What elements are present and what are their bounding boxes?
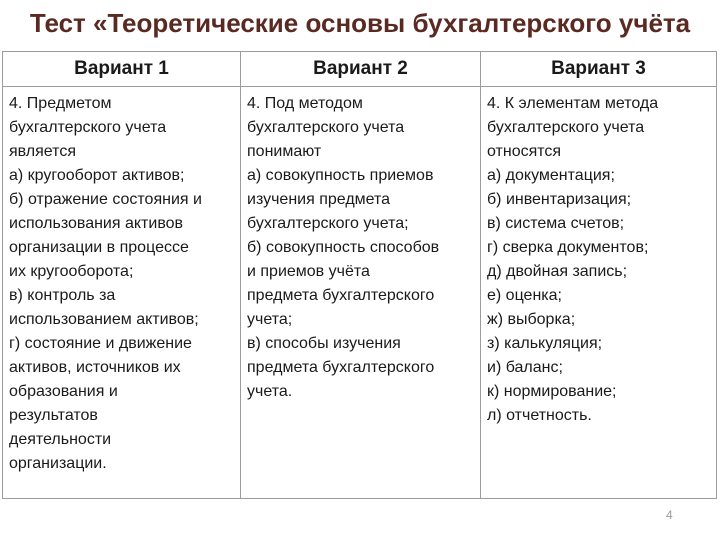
header-variant-2: Вариант 2 xyxy=(241,52,481,87)
variant-1-line: является xyxy=(9,143,76,160)
variant-3-line: з) калькуляция; xyxy=(487,335,603,352)
variant-3-line: г) сверка документов; xyxy=(487,239,649,256)
quiz-table xyxy=(2,51,717,499)
variant-1-line: организации. xyxy=(9,455,107,472)
variant-1-line: результатов xyxy=(9,407,98,424)
variant-1-line: г) состояние и движение xyxy=(9,335,192,352)
variant-3-line: и) баланс; xyxy=(487,359,563,376)
variant-2-line: в) способы изучения xyxy=(247,335,401,352)
variant-3-line: относятся xyxy=(487,143,562,160)
variant-1-line: а) кругооборот активов; xyxy=(9,167,185,184)
variant-3-line: 4. К элементам метода xyxy=(487,95,659,112)
variant-1-line: бухгалтерского учета xyxy=(9,119,167,136)
header-row xyxy=(3,52,717,87)
variant-1-line: в) контроль за xyxy=(9,287,116,304)
variant-2-line: а) совокупность приемов xyxy=(247,167,434,184)
variant-2-line: изучения предмета xyxy=(247,191,391,208)
variant-2-line: учета; xyxy=(247,311,293,328)
variant-1-line: деятельности xyxy=(9,431,112,448)
variant-2-line: предмета бухгалтерского xyxy=(247,287,435,304)
variant-1-line: использованием активов; xyxy=(9,311,199,328)
variant-3-line: к) нормирование; xyxy=(487,383,617,400)
variant-1-line: организации в процессе xyxy=(9,239,189,256)
variant-3-line: бухгалтерского учета xyxy=(487,119,645,136)
slide-title: Тест «Теоретические основы бухгалтерского учёта xyxy=(29,8,691,38)
variant-2-line: понимают xyxy=(247,143,322,160)
variant-2-line: предмета бухгалтерского xyxy=(247,359,435,376)
variant-3-line: б) инвентаризация; xyxy=(487,191,632,208)
variant-2-line: и приемов учёта xyxy=(247,263,370,280)
variant-3-line: ж) выборка; xyxy=(487,311,576,328)
content-row xyxy=(3,87,717,499)
variant-3-line: в) система счетов; xyxy=(487,215,625,232)
variant-1-line: использования активов xyxy=(9,215,184,232)
page-number: 4 xyxy=(666,508,673,522)
variant-2-line: 4. Под методом xyxy=(247,95,363,112)
header-variant-3: Вариант 3 xyxy=(481,52,717,87)
variant-3-line: д) двойная запись; xyxy=(487,263,628,280)
variant-3-line: а) документация; xyxy=(487,167,615,184)
variant-2-line: учета. xyxy=(247,383,293,400)
variant-3-line: л) отчетность. xyxy=(487,407,592,424)
header-variant-1: Вариант 1 xyxy=(3,52,241,87)
variant-1-line: активов, источников их xyxy=(9,359,181,376)
variant-1-line: их кругооборота; xyxy=(9,263,134,280)
variant-2-line: бухгалтерского учета; xyxy=(247,215,409,232)
variant-1-line: 4. Предметом xyxy=(9,95,112,112)
variant-3-line: е) оценка; xyxy=(487,287,562,304)
variant-2-line: бухгалтерского учета xyxy=(247,119,405,136)
variant-2-cell xyxy=(241,87,481,499)
variant-2-line: б) совокупность способов xyxy=(247,239,440,256)
variant-3-cell xyxy=(481,87,717,499)
variant-1-line: б) отражение состояния и xyxy=(9,191,202,208)
variant-1-cell xyxy=(3,87,241,499)
variant-1-line: образования и xyxy=(9,383,118,400)
